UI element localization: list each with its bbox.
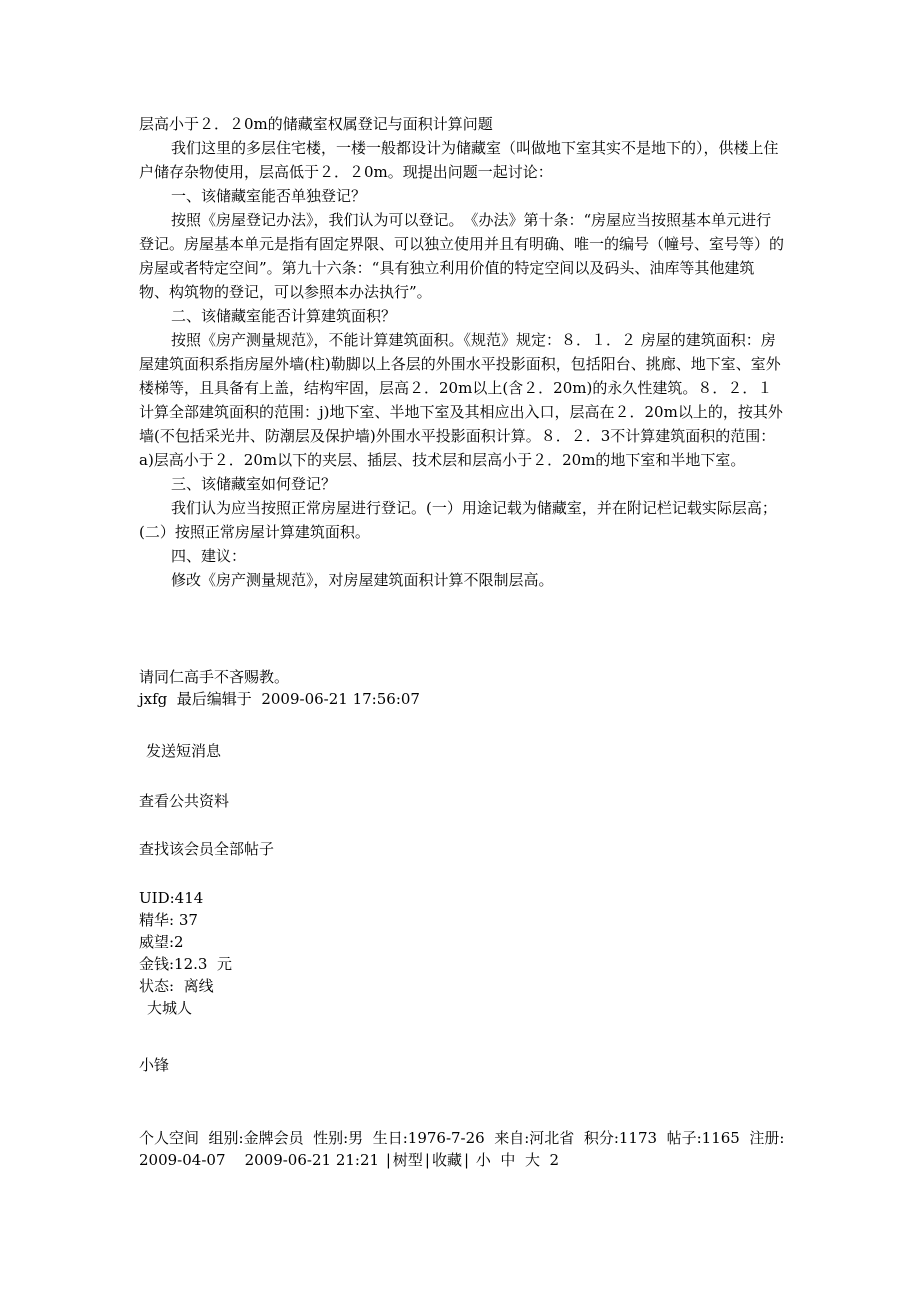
font-medium-link[interactable]: 中 — [500, 1151, 516, 1169]
section-heading: 三、该储藏室如何登记？ — [171, 475, 337, 493]
post-paragraph: 按照《房产测量规范》，不能计算建筑面积。《规范》规定：８．１．２ 房屋的建筑面积：房屋建筑面积系指房屋外墙(柱)勒脚以上各层的外围水平投影面积，包括阳台、挑廊、地下室、室外楼梯等，且具备有上盖，结构牢固，层高２．20m以上(含２．20m)的永久性建筑。８．２．１ 计算全部建筑面积的范围：j)地下室、半地下室及其相应出入口，层高在２．20m以上的，按其外墙(不包括采光井、防潮层及保护墙)外围水平投影面积计算。８．２．3不计算建筑面积的范围：a)层高小于２．20m以下的夹层、插层、技术层和层高小于２．20m的地下室和半地下室。 — [139, 331, 783, 469]
user-meta: 个人空间 组别:金牌会员 性别:男 生日:1976-7-26 来自:河北省 积分:1173 帖子:1165 注册: — [139, 1129, 785, 1147]
user-name-link[interactable]: 小锋 — [139, 1056, 170, 1074]
edit-note: jxfg 最后编辑于 2009-06-21 17:56:07 — [139, 690, 420, 708]
favorite-link[interactable]: 收藏 — [431, 1151, 462, 1169]
tree-view-link[interactable]: 树型 — [392, 1151, 423, 1169]
font-large-link[interactable]: 大 — [524, 1151, 540, 1169]
post-footer — [139, 666, 784, 710]
view-profile-link[interactable]: 查看公共资料 — [139, 792, 230, 810]
separator: | — [424, 1151, 430, 1169]
post-time: 2009-06-21 21:21 — [244, 1151, 380, 1169]
user-location: 大城人 — [147, 999, 193, 1017]
post-title: 层高小于２．２0m的储藏室权属登记与面积计算问题 — [139, 115, 493, 133]
user-info — [139, 887, 784, 1019]
user-prestige: 威望:2 — [139, 933, 184, 951]
separator: | — [385, 1151, 391, 1169]
user-money: 金钱:12.3 元 — [139, 955, 232, 973]
user-digest: 精华: 37 — [139, 911, 198, 929]
post-actions-line — [139, 1149, 799, 1171]
closing-text: 请同仁高手不吝赐教。 — [139, 668, 290, 686]
user-uid: UID:414 — [139, 889, 204, 907]
separator: | — [463, 1151, 470, 1169]
post-paragraph: 我们这里的多层住宅楼，一楼一般都设计为储藏室（叫做地下室其实不是地下的），供楼上住户储存杂物使用，层高低于２．２0m。现提出问题一起讨论： — [139, 139, 779, 181]
post-body — [139, 112, 784, 592]
section-heading: 一、该储藏室能否单独登记？ — [171, 187, 367, 205]
register-date: 2009-04-07 — [139, 1151, 226, 1169]
section-heading: 四、建议： — [171, 547, 247, 565]
find-posts-link[interactable]: 查找该会员全部帖子 — [139, 840, 275, 858]
post-paragraph: 按照《房屋登记办法》，我们认为可以登记。 《办法》第十条：“房屋应当按照基本单元进行登记。房屋基本单元是指有固定界限、可以独立使用并且有明确、唯一的编号（幢号、室号等）的房屋或者特定空间”。第九十六条：“具有独立利用价值的特定空间以及码头、油库等其他建筑物、构筑物的登记，可以参照本办法执行”。 — [139, 211, 785, 301]
send-message-link[interactable]: 发送短消息 — [146, 742, 222, 760]
user-status: 状态: 离线 — [139, 977, 214, 995]
post-paragraph: 修改《房产测量规范》，对房屋建筑面积计算不限制层高。 — [171, 571, 554, 589]
section-heading: 二、该储藏室能否计算建筑面积？ — [171, 307, 397, 325]
font-small-link[interactable]: 小 — [475, 1151, 491, 1169]
floor-number: 2 — [549, 1151, 560, 1169]
post-paragraph: 我们认为应当按照正常房屋进行登记。(一）用途记载为储藏室，并在附记栏记载实际层高；(二）按照正常房屋计算建筑面积。 — [139, 499, 777, 541]
user-meta-bar — [139, 1127, 799, 1171]
